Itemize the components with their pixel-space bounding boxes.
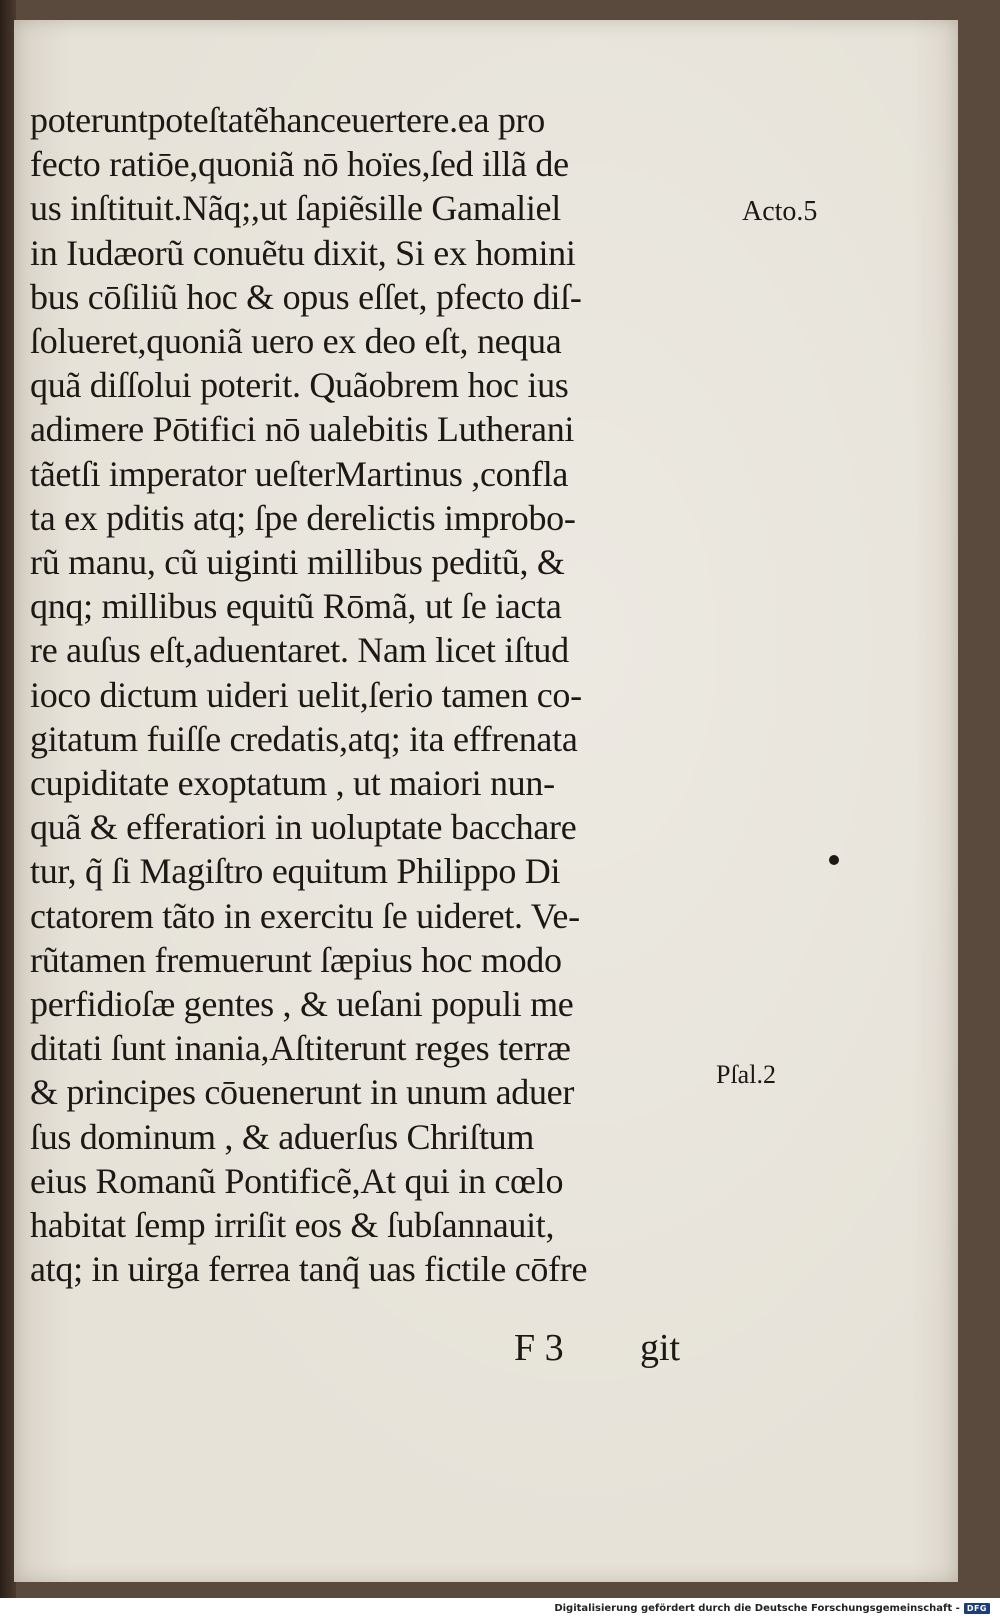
catchword: git xyxy=(640,1327,681,1369)
text-line: tãetſi imperator ueſterMartinus ,confla xyxy=(30,453,569,494)
text-line: perfidioſæ gentes , & ueſani populi me xyxy=(30,984,574,1025)
body-text xyxy=(30,98,720,1291)
text-line: rũtamen fremuerunt ſæpius hoc modo xyxy=(30,939,562,980)
text-line: bus cōſiliũ hoc & opus eſſet, pfecto diſ- xyxy=(30,276,582,317)
text-line: tur, q̃ ſi Magiſtro equitum Philippo Di xyxy=(30,851,561,892)
text-line: ſus dominum , & aduerſus Chriſtum xyxy=(30,1116,535,1157)
text-line: ditati ſunt inania,Aſtiterunt reges terræ xyxy=(30,1028,571,1069)
text-line: ctatorem tãto in exercitu ſe uideret. Ve- xyxy=(30,895,580,936)
text-line: adimere Pōtifici nō ualebitis Lutherani xyxy=(30,409,575,450)
text-line: cupiditate exoptatum , ut maiori nun- xyxy=(30,763,555,804)
digitization-credit xyxy=(554,1603,990,1614)
text-line: re auſus eſt,aduentaret. Nam licet iſtud xyxy=(30,630,569,671)
text-line: ta ex pditis atq; ſpe derelictis improbo- xyxy=(30,497,576,538)
text-line: us inſtituit.Nãq;,ut ſapiẽsille Gamaliel xyxy=(30,188,561,229)
text-line: poteruntpoteſtatẽhanceuertere.ea pro xyxy=(30,100,545,140)
text-line: qnq; millibus equitũ Rōmã, ut ſe iacta xyxy=(30,586,562,627)
text-line: eius Romanũ Pontificẽ,At qui in cœlo xyxy=(30,1160,564,1201)
text-line: quã diſſolui poterit. Quãobrem hoc ius xyxy=(30,365,569,406)
text-line: rũ manu, cũ uiginti millibus peditũ, & xyxy=(30,542,565,583)
text-line: & principes cōuenerunt in unum aduer xyxy=(30,1072,575,1113)
text-line: in Iudæorũ conuẽtu dixit, Si ex homini xyxy=(30,232,576,273)
signature-mark: F 3 xyxy=(514,1327,564,1369)
ink-dot-mark xyxy=(829,855,839,865)
text-line: habitat ſemp irriſit eos & ſubſannauit, xyxy=(30,1205,555,1246)
credit-text: Digitalisierung gefördert durch die Deutsche Forschungsgemeinschaft - xyxy=(554,1603,960,1614)
text-line: quã & efferatiori in uoluptate bacchare xyxy=(30,807,577,848)
dfg-logo: DFG xyxy=(964,1603,990,1614)
text-line: fecto ratiōe,quoniã nō hoïes,ſed illã de xyxy=(30,144,569,185)
text-line: ſolueret,quoniã uero ex deo eſt, nequa xyxy=(30,321,562,362)
text-line: gitatum fuiſſe credatis,atq; ita effrenata xyxy=(30,718,578,759)
margin-note-acto: Acto.5 xyxy=(742,196,818,227)
margin-note-psal: Pſal.2 xyxy=(716,1060,776,1089)
text-line: ioco dictum uideri uelit,ſerio tamen co- xyxy=(30,674,582,715)
text-line: atq; in uirga ferrea tanq̃ uas fictile cōfre xyxy=(30,1249,588,1290)
